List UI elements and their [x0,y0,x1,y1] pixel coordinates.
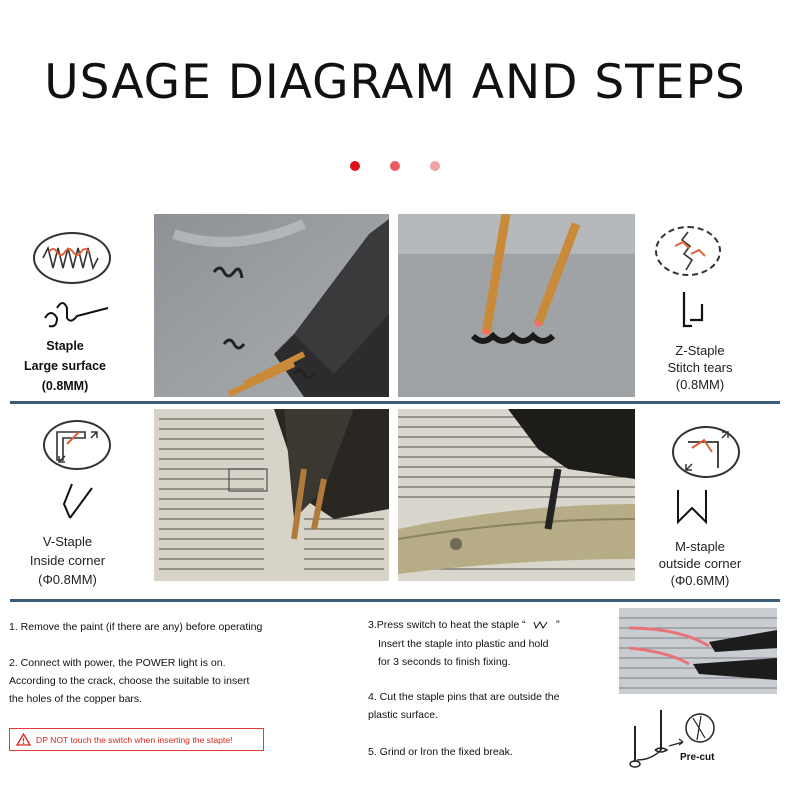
z-staple-crack-icon [655,226,721,276]
pre-cut-label: Pre-cut [680,752,715,763]
section-separator-2 [10,599,780,602]
staple-name: Staple [46,339,84,353]
step-5-text: 5. Grind or lron the fixed break. [368,746,513,758]
step-2-line-2: According to the crack, choose the suitable to insert [9,675,250,687]
warning-text: DP NOT touch the switch when inserting the stapte! [36,734,233,745]
step-3-line-2: Insert the staple into plastic and hold [378,638,549,650]
photo-v-staple-inside-corner [154,409,389,581]
z-staple-size: (0.8MM) [675,377,725,392]
step-4-line-1: 4. Cut the staple pins that are outside the [368,691,560,703]
m-staple-use: outside corner [658,556,742,571]
photo-staple-large-surface [154,214,389,397]
svg-text:“: “ [522,619,526,632]
step-2-line-1: 2. Connect with power, the POWER light is on. [9,657,226,669]
pre-cut-diagram [625,702,725,774]
m-staple-name: M-staple [675,539,725,554]
indicator-dot-1 [350,161,360,171]
page-title: USAGE DIAGRAM AND STEPS [44,55,746,110]
indicator-dot-3 [430,161,440,171]
indicator-dot-2 [390,161,400,171]
photo-z-staple-stitch [398,214,635,397]
v-staple-name: V-Staple [42,534,93,549]
m-staple-label [640,538,760,589]
v-staple-use: Inside corner [29,553,106,568]
m-staple-shape-icon [672,488,716,528]
photo-m-staple-outside-corner [398,409,635,581]
z-staple-shape-icon [676,290,712,338]
v-staple-label [10,532,125,589]
v-staple-size: (Φ0.8MM) [38,572,97,587]
staple-use: Large surface [24,359,106,373]
step-3-line-3: for 3 seconds to finish fixing. [378,656,511,668]
v-staple-corner-icon [43,420,111,470]
staple-shape-icon [40,298,112,334]
m-staple-size: (Φ0.6MM) [670,573,730,588]
v-staple-shape-icon [60,482,100,524]
staple-quote-icon [522,618,572,632]
step-3-line-1 [368,616,572,635]
step-4-line-2: plastic surface. [368,709,439,721]
z-staple-use: Stitch tears [667,360,733,375]
step-2-line-3: the holes of the copper bars. [9,693,143,705]
step-1-text: 1. Remove the paint (if there are any) before operating [9,621,263,633]
svg-text:”: ” [556,619,560,632]
step-3-text: 3.Press switch to heat the staple [368,619,520,631]
section-separator-1 [10,401,780,404]
staple-wave-icon [33,232,111,284]
photo-cut-staple-pins [619,608,777,694]
z-staple-name: Z-Staple [675,343,725,358]
warning-box [9,728,264,751]
staple-label [10,336,120,396]
warning-icon [16,733,31,746]
z-staple-label [640,342,760,393]
staple-size: (0.8MM) [41,379,89,393]
m-staple-corner-icon [672,426,740,478]
